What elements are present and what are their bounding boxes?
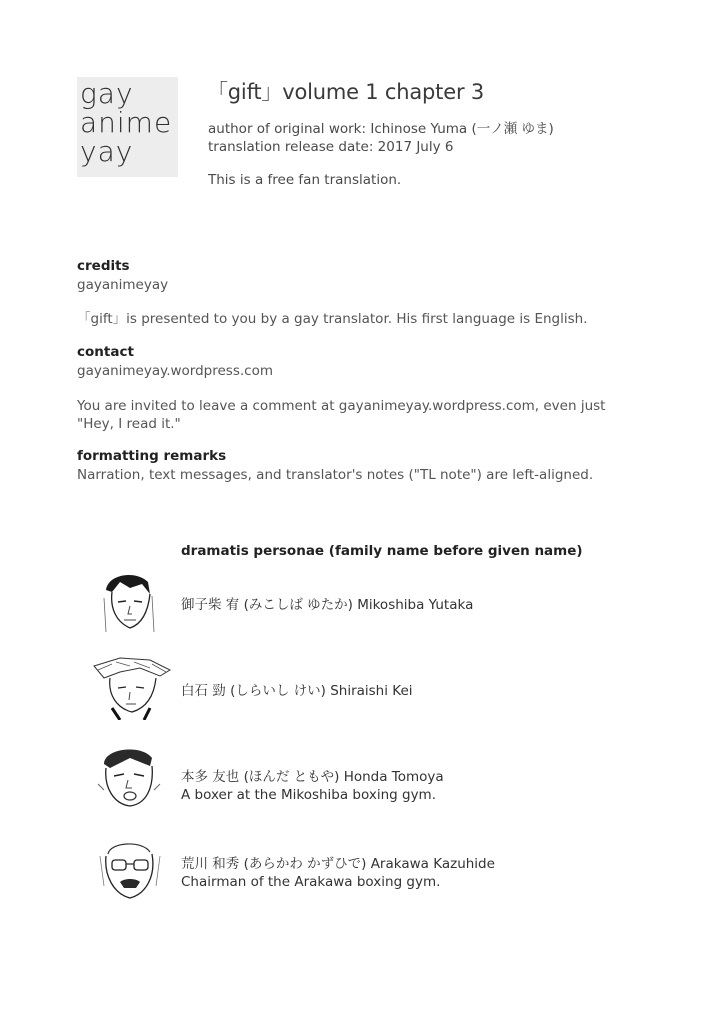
release-date-line: translation release date: 2017 July 6: [208, 139, 454, 155]
character-description: Chairman of the Arakawa boxing gym.: [181, 874, 441, 890]
contact-invite-line-2: "Hey, I read it.": [77, 416, 181, 432]
contact-heading: contact: [77, 344, 134, 360]
character-portrait-icon: [90, 744, 172, 808]
author-line: author of original work: Ichinose Yuma (一ノ瀬 ゆま): [208, 121, 554, 137]
credits-heading: credits: [77, 258, 130, 274]
logo-line-3: yay: [80, 135, 134, 168]
contact-site: gayanimeyay.wordpress.com: [77, 363, 273, 379]
character-portrait-icon: [90, 568, 172, 632]
formatting-text: Narration, text messages, and translator's notes ("TL note") are left-aligned.: [77, 467, 594, 483]
character-portrait-icon: [90, 656, 172, 720]
character-name: 荒川 和秀 (あらかわ かずひで) Arakawa Kazuhide: [181, 856, 495, 872]
credits-statement: 「gift」is presented to you by a gay translator. His first language is English.: [77, 311, 588, 327]
formatting-heading: formatting remarks: [77, 448, 227, 464]
character-description: A boxer at the Mikoshiba boxing gym.: [181, 787, 437, 803]
site-logo: [77, 77, 178, 177]
page-title: 「gift」volume 1 chapter 3: [207, 80, 485, 104]
character-portrait-icon: [90, 836, 172, 900]
character-name: 本多 友也 (ほんだ ともや) Honda Tomoya: [181, 769, 444, 785]
free-translation-note: This is a free fan translation.: [208, 172, 402, 188]
logo-line-1: gay: [80, 77, 134, 110]
logo-line-2: anime: [80, 106, 173, 139]
character-name: 白石 勁 (しらいし けい) Shiraishi Kei: [181, 683, 413, 699]
contact-invite-line-1: You are invited to leave a comment at gayanimeyay.wordpress.com, even just: [77, 398, 606, 414]
credits-name: gayanimeyay: [77, 277, 169, 293]
character-name: 御子柴 宥 (みこしば ゆたか) Mikoshiba Yutaka: [181, 597, 474, 613]
dramatis-personae-heading: dramatis personae (family name before given name): [181, 543, 583, 559]
